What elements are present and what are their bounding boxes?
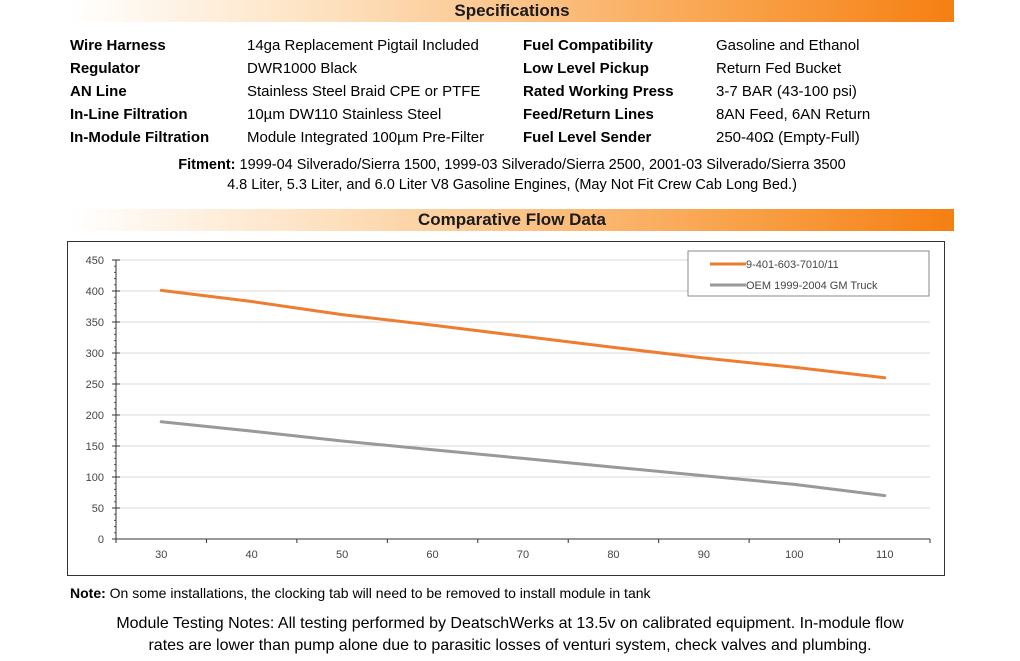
spec-row — [70, 35, 954, 57]
note-text — [70, 584, 651, 602]
y-tick-label: 100 — [85, 472, 104, 484]
spec-value: Module Integrated 100µm Pre-Filter — [247, 129, 485, 146]
spec-value: Stainless Steel Braid CPE or PTFE — [247, 83, 481, 100]
fitment-line-1 — [70, 155, 954, 175]
spec-key: Fuel Compatibility — [523, 37, 654, 54]
spec-key: In-Module Filtration — [70, 129, 210, 146]
spec-value: Return Fed Bucket — [716, 60, 842, 77]
spec-value: 8AN Feed, 6AN Return — [716, 106, 871, 123]
x-tick-label: 50 — [335, 549, 349, 561]
fitment-text — [70, 155, 954, 195]
legend-label: 9-401-603-7010/11 — [746, 259, 839, 271]
x-tick-label: 40 — [245, 549, 258, 561]
spec-key: Fuel Level Sender — [523, 129, 652, 146]
y-tick-label: 200 — [85, 410, 104, 422]
x-tick-label: 110 — [876, 549, 894, 561]
spec-key: Rated Working Press — [523, 83, 674, 100]
spec-value: 10µm DW110 Stainless Steel — [247, 106, 442, 123]
testing-notes-line-2: rates are lower than pump alone due to parasitic losses of venturi system, check valves and plumbing. — [148, 637, 872, 654]
specifications-header-bar — [70, 0, 954, 22]
x-tick-label: 80 — [607, 549, 620, 561]
spec-key: In-Line Filtration — [70, 106, 188, 123]
y-tick-label: 50 — [91, 503, 104, 515]
note-body: On some installations, the clocking tab will need to be removed to install module in tank — [105, 585, 651, 601]
spec-key: Wire Harness — [70, 37, 166, 54]
x-tick-label: 70 — [516, 549, 530, 561]
specifications-title: Specifications — [454, 1, 570, 20]
y-tick-label: 0 — [97, 534, 104, 546]
y-tick-label: 150 — [85, 441, 104, 453]
y-tick-label: 350 — [85, 317, 104, 329]
spec-row — [70, 58, 954, 80]
spec-value: Gasoline and Ethanol — [716, 37, 860, 54]
spec-key: Regulator — [70, 60, 141, 77]
spec-row — [70, 81, 954, 103]
flow-data-title: Comparative Flow Data — [418, 210, 606, 229]
spec-key: AN Line — [70, 83, 127, 100]
y-tick-label: 250 — [85, 379, 104, 391]
x-tick-label: 30 — [155, 549, 168, 561]
x-tick-label: 60 — [426, 549, 439, 561]
testing-notes-line-1: Module Testing Notes: All testing performed by DeatschWerks at 13.5v on calibrated equipment. In-module flow — [116, 615, 904, 632]
flow-data-header-bar — [70, 209, 954, 231]
x-tick-label: 100 — [785, 549, 804, 561]
legend-label: OEM 1999-2004 GM Truck — [746, 280, 878, 292]
x-tick-label: 90 — [697, 549, 711, 561]
series-line — [161, 422, 885, 496]
note-label: Note: — [70, 585, 106, 601]
fitment-label: Fitment: — [178, 157, 236, 173]
flow-chart-frame — [67, 241, 945, 576]
spec-value: DWR1000 Black — [247, 60, 358, 77]
fitment-line-2: 4.8 Liter, 5.3 Liter, and 6.0 Liter V8 Gasoline Engines, (May Not Fit Crew Cab Long Bed.) — [227, 177, 797, 193]
series-line — [161, 290, 885, 377]
spec-value: 3-7 BAR (43-100 psi) — [716, 83, 857, 100]
spec-value: 14ga Replacement Pigtail Included — [247, 37, 479, 54]
spec-key: Low Level Pickup — [523, 60, 649, 77]
spec-row — [70, 104, 954, 126]
testing-notes — [40, 613, 980, 657]
y-tick-label: 400 — [85, 286, 104, 298]
spec-value: 250-40Ω (Empty-Full) — [716, 129, 860, 146]
y-tick-label: 300 — [85, 348, 104, 360]
fitment-line-1-text: 1999-04 Silverado/Sierra 1500, 1999-03 Silverado/Sierra 2500, 2001-03 Silverado/Sierra 3500 — [235, 157, 846, 173]
spec-key: Feed/Return Lines — [523, 106, 654, 123]
y-tick-label: 450 — [85, 255, 104, 267]
flow-chart — [68, 242, 944, 575]
spec-row — [70, 127, 954, 149]
